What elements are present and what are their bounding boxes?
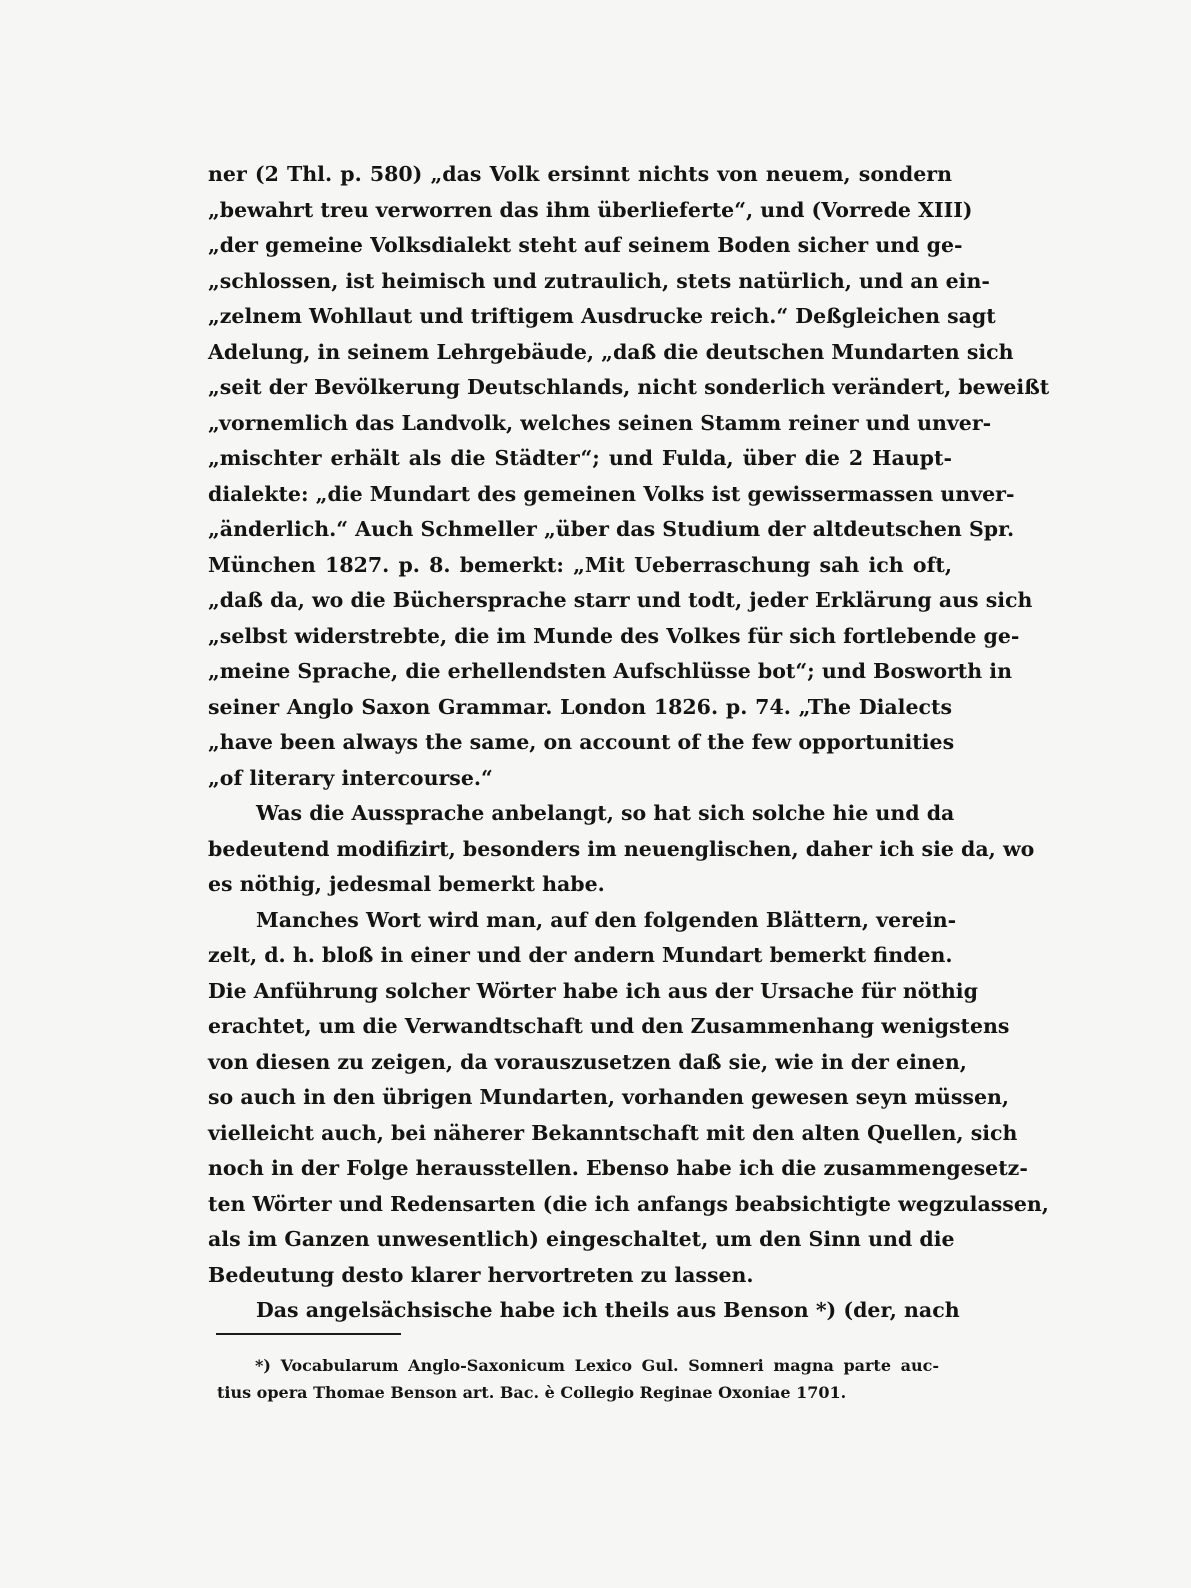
text-line: noch in der Folge herausstellen. Ebenso habe ich die zusammengesetz- <box>208 1156 1028 1180</box>
footnote-line: *) Vocabularum Anglo-Saxonicum Lexico Gul. Somneri magna parte auc- <box>255 1356 939 1375</box>
text-line: „daß da, wo die Büchersprache starr und todt, jeder Erklärung aus sich <box>208 588 1033 612</box>
text-line: „zelnem Wohllaut und triftigem Ausdrucke reich.“ Deßgleichen sagt <box>208 304 996 328</box>
text-line: „der gemeine Volksdialekt steht auf seinem Boden sicher und ge- <box>208 233 963 257</box>
text-line: dialekte: „die Mundart des gemeinen Volks ist gewissermassen unver- <box>208 481 1015 506</box>
text-line: „meine Sprache, die erhellendsten Aufschlüsse bot“; und Bosworth in <box>208 659 1012 683</box>
text-line: München 1827. p. 8. bemerkt: „Mit Ueberraschung sah ich oft, <box>208 552 952 577</box>
footnote-divider <box>216 1333 401 1335</box>
text-line: „seit der Bevölkerung Deutschlands, nicht sonderlich verändert, beweißt <box>208 375 1050 399</box>
text-line: Das angelsächsische habe ich theils aus Benson *) (der, nach <box>256 1298 960 1322</box>
text-line: es nöthig, jedesmal bemerkt habe. <box>208 872 605 896</box>
text-line: „have been always the same, on account of the few opportunities <box>208 730 955 754</box>
text-line: bedeutend modifizirt, besonders im neuenglischen, daher ich sie da, wo <box>208 836 1035 861</box>
footnote-line: tius opera Thomae Benson art. Bac. è Collegio Reginae Oxoniae 1701. <box>217 1383 847 1402</box>
text-line: von diesen zu zeigen, da vorauszusetzen daß sie, wie in der einen, <box>208 1049 967 1074</box>
text-line: Adelung, in seinem Lehrgebäude, „daß die deutschen Mundarten sich <box>208 339 1014 364</box>
text-line: als im Ganzen unwesentlich) eingeschaltet, um den Sinn und die <box>208 1227 955 1251</box>
text-line: „bewahrt treu verworren das ihm überlieferte“, und (Vorrede XIII) <box>208 197 973 222</box>
text-line: seiner Anglo Saxon Grammar. London 1826. p. 74. „The Dialects <box>208 694 952 719</box>
text-line: „änderlich.“ Auch Schmeller „über das Studium der altdeutschen Spr. <box>208 517 1015 541</box>
text-line: „of literary intercourse.“ <box>208 765 493 790</box>
text-line: „vornemlich das Landvolk, welches seinen Stamm reiner und unver- <box>208 410 992 435</box>
text-line: „schlossen, ist heimisch und zutraulich, stets natürlich, und an ein- <box>208 268 990 293</box>
text-line: Was die Aussprache anbelangt, so hat sich solche hie und da <box>256 801 955 825</box>
text-line: ner (2 Thl. p. 580) „das Volk ersinnt nichts von neuem, sondern <box>208 162 952 186</box>
text-line: so auch in den übrigen Mundarten, vorhanden gewesen seyn müssen, <box>208 1085 1010 1109</box>
text-line: Bedeutung desto klarer hervortreten zu lassen. <box>208 1262 754 1287</box>
text-line: „selbst widerstrebte, die im Munde des Volkes für sich fortlebende ge- <box>208 623 1020 648</box>
text-line: zelt, d. h. bloß in einer und der andern Mundart bemerkt finden. <box>208 943 953 967</box>
text-line: Die Anführung solcher Wörter habe ich aus der Ursache für nöthig <box>208 978 978 1003</box>
footnote <box>217 1352 939 1406</box>
text-line: vielleicht auch, bei näherer Bekanntschaft mit den alten Quellen, sich <box>208 1120 1018 1145</box>
text-line: erachtet, um die Verwandtschaft und den Zusammenhang wenigstens <box>208 1014 1010 1038</box>
main-text <box>208 157 1050 1329</box>
text-line: Manches Wort wird man, auf den folgenden Blättern, verein- <box>256 907 957 932</box>
text-line: „mischter erhält als die Städter“; und Fulda, über die 2 Haupt- <box>208 446 952 470</box>
text-line: ten Wörter und Redensarten (die ich anfangs beabsichtigte wegzulassen, <box>208 1191 1049 1216</box>
